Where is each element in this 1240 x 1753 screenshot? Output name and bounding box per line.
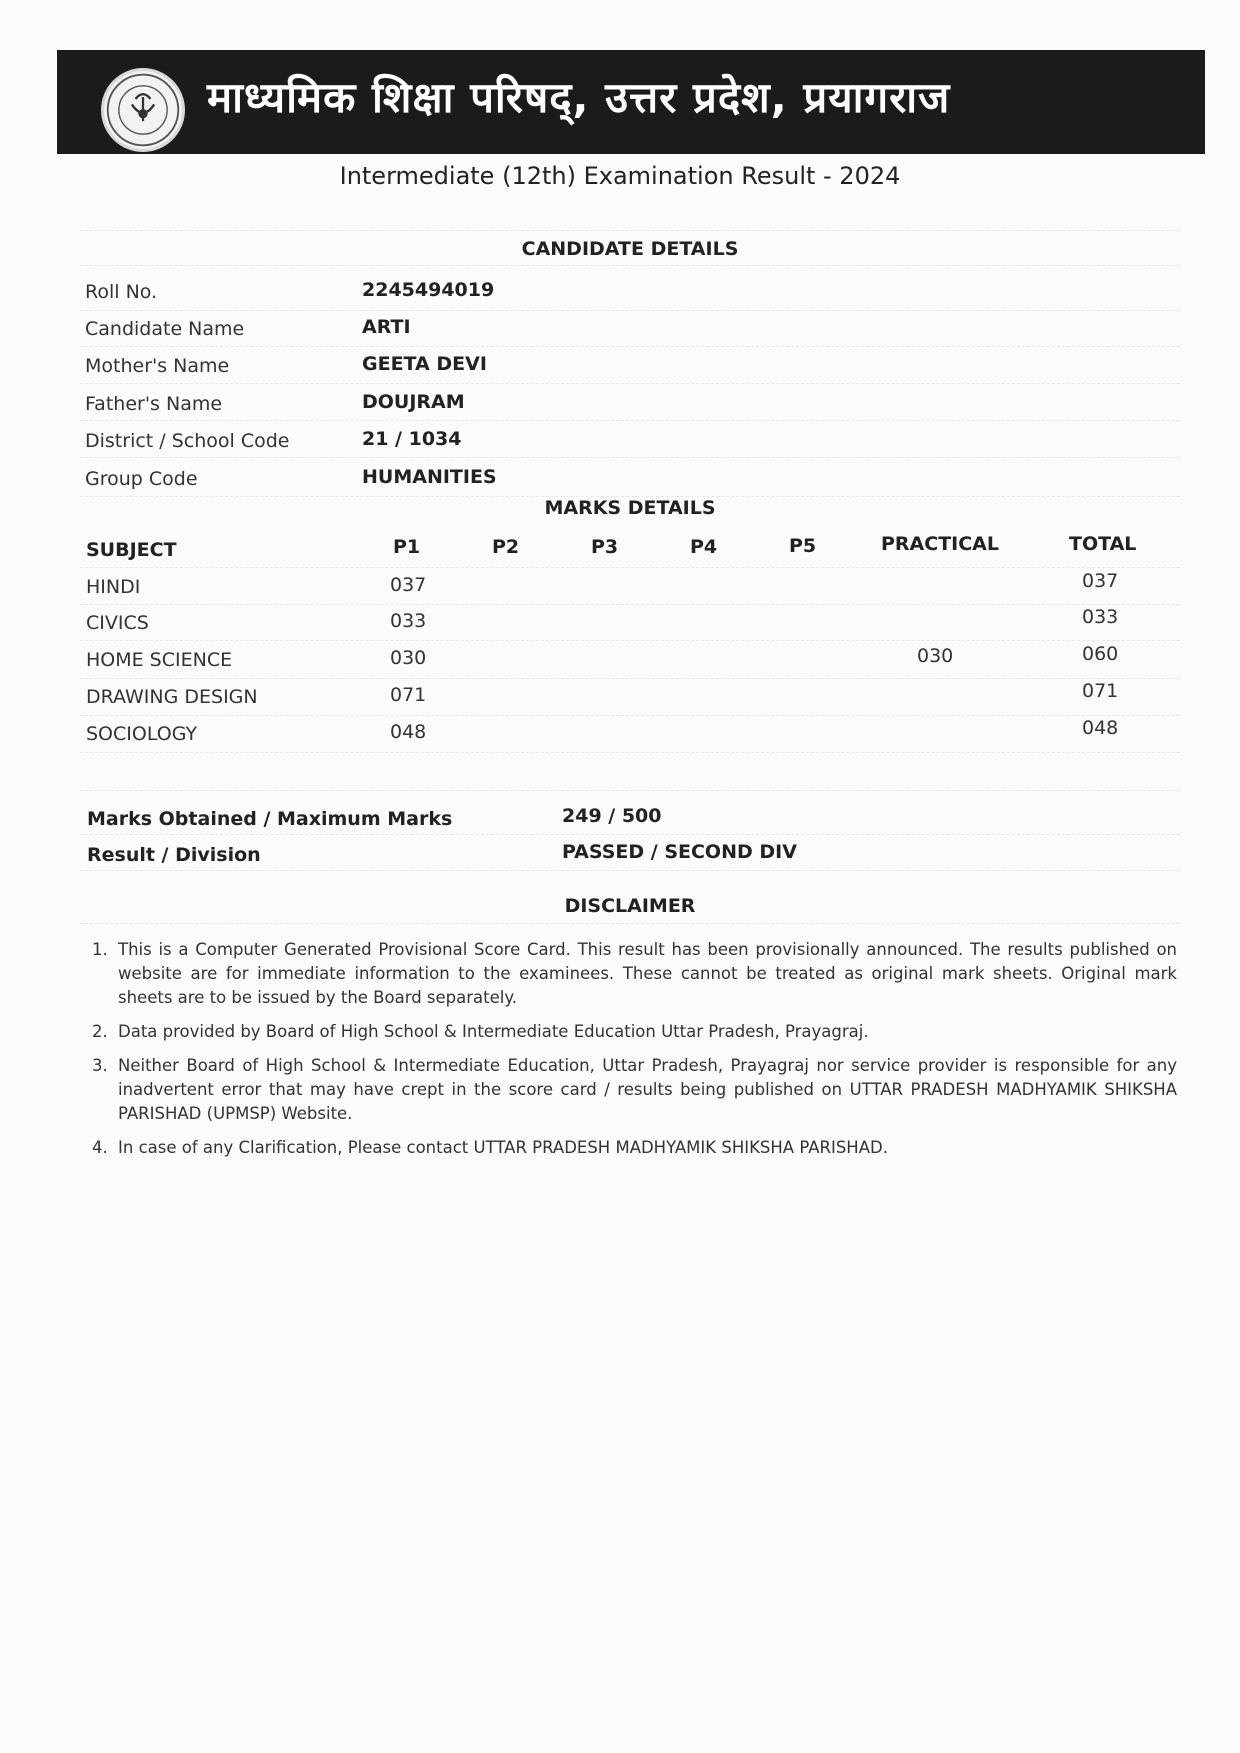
list-item-number: 3. [92,1056,108,1075]
table-row-subject: DRAWING DESIGN [86,686,258,708]
table-cell-p1: 048 [390,721,427,743]
table-cell-total: 033 [1082,606,1119,628]
list-item-number: 4. [92,1138,108,1157]
table-cell-p1: 033 [390,610,427,632]
divider [80,310,1180,311]
district-school-code-label: District / School Code [85,430,290,452]
table-row-subject: HINDI [86,576,141,598]
table-cell-p1: 037 [390,574,427,596]
divider [80,715,1180,716]
group-code-label: Group Code [85,468,198,490]
father-name-label: Father's Name [85,393,223,415]
divider [80,678,1180,679]
list-item [92,938,1177,1010]
divider [80,457,1180,458]
list-item [92,1020,1177,1044]
mother-name-label: Mother's Name [85,355,230,377]
table-row-subject: SOCIOLOGY [86,723,198,745]
divider [80,230,1180,231]
group-code-value: HUMANITIES [362,466,497,488]
candidate-name-label: Candidate Name [85,318,245,340]
marks-obtained-label: Marks Obtained / Maximum Marks [87,808,453,830]
table-cell-p1: 030 [390,647,427,669]
divider [80,567,1180,568]
list-item [92,1054,1177,1126]
disclaimer-list [92,938,1177,1170]
list-item-text: In case of any Clarification, Please contact UTTAR PRADESH MADHYAMIK SHIKSHA PARISHAD. [118,1138,888,1157]
mother-name-value: GEETA DEVI [362,353,487,375]
divider [80,923,1180,924]
marks-details-title: MARKS DETAILS [544,497,716,519]
list-item-text: This is a Computer Generated Provisional Score Card. This result has been provisionally announced. The results published on website are for immediate information to the examinees. These cannot be treated as original mark sheets. Original mark sheets are to be issued by the Board separately. [118,940,1177,1007]
disclaimer-title: DISCLAIMER [564,895,696,917]
divider [80,265,1180,266]
roll-no-value: 2245494019 [362,279,495,301]
list-item-number: 2. [92,1022,108,1041]
table-cell-total: 060 [1082,643,1119,665]
exam-title: Intermediate (12th) Examination Result - 2024 [339,162,901,190]
divider [80,834,1180,835]
candidate-name-value: ARTI [362,316,411,338]
col-header-p2: P2 [492,536,520,558]
up-board-emblem-icon [101,68,185,152]
list-item [92,1136,1177,1160]
divider [80,420,1180,421]
table-cell-practical: 030 [917,645,954,667]
divider [80,790,1180,791]
col-header-p4: P4 [690,536,718,558]
col-header-total: TOTAL [1069,533,1137,555]
divider [80,383,1180,384]
marks-obtained-value: 249 / 500 [562,805,662,827]
col-header-practical: PRACTICAL [881,533,999,555]
col-header-p5: P5 [789,535,817,557]
father-name-value: DOUJRAM [362,391,465,413]
list-item-text: Data provided by Board of High School & Intermediate Education Uttar Pradesh, Prayagraj. [118,1022,869,1041]
divider [80,604,1180,605]
list-item-number: 1. [92,940,108,959]
col-header-subject: SUBJECT [86,539,177,561]
table-cell-p1: 071 [390,684,427,706]
result-division-label: Result / Division [87,844,261,866]
col-header-p3: P3 [591,536,619,558]
roll-no-label: Roll No. [85,281,158,303]
col-header-p1: P1 [393,536,421,558]
divider [80,640,1180,641]
table-cell-total: 037 [1082,570,1119,592]
list-item-text: Neither Board of High School & Intermediate Education, Uttar Pradesh, Prayagraj nor service provider is responsible for any inadvertent error that may have crept in the score card / results being published on UTTAR PRADESH MADHYAMIK SHIKSHA PARISHAD (UPMSP) Website. [118,1056,1177,1123]
table-cell-total: 071 [1082,680,1119,702]
candidate-details-title: CANDIDATE DETAILS [521,238,739,260]
table-cell-total: 048 [1082,717,1119,739]
result-division-value: PASSED / SECOND DIV [562,841,797,863]
table-row-subject: CIVICS [86,612,149,634]
divider [80,752,1180,753]
divider [80,346,1180,347]
table-row-subject: HOME SCIENCE [86,649,233,671]
divider [80,870,1180,871]
district-school-code-value: 21 / 1034 [362,428,462,450]
header-banner [57,50,1205,154]
board-name: माध्यमिक शिक्षा परिषद्, उत्तर प्रदेश, प्रयागराज [207,73,951,122]
